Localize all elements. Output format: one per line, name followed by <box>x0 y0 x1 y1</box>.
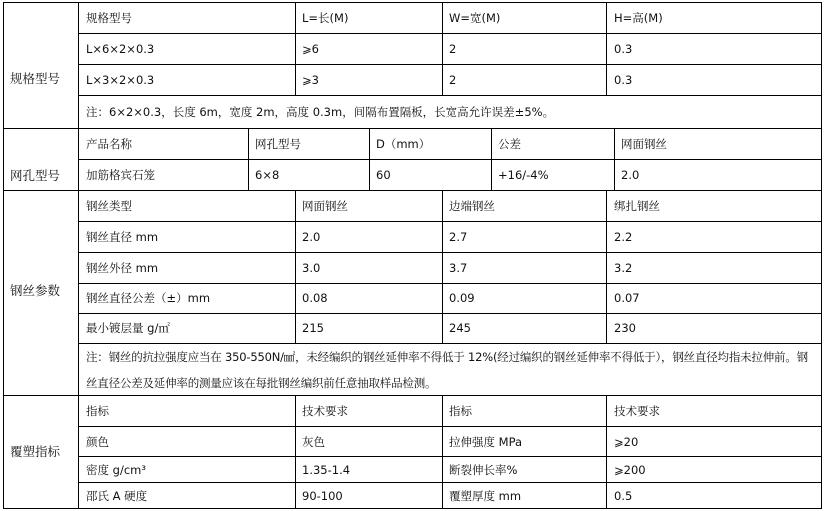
rule <box>3 2 822 3</box>
header-cell: 指标 <box>86 404 109 418</box>
header-cell: 网面钢丝 <box>302 199 348 213</box>
header-cell: 绑扎钢丝 <box>614 199 660 213</box>
table-cell: ⩾200 <box>614 463 646 477</box>
rule <box>442 190 443 344</box>
header-cell: 公差 <box>498 137 521 151</box>
header-cell: W=宽(M) <box>449 11 501 25</box>
header-cell: 钢丝类型 <box>86 199 132 213</box>
header-cell: D（mm） <box>376 137 431 151</box>
table-cell: 245 <box>449 321 471 335</box>
table-cell: ⩾6 <box>302 42 319 56</box>
rule <box>295 190 296 344</box>
section-label-mesh: 网孔型号 <box>10 168 61 183</box>
table-cell: 3.2 <box>614 261 633 275</box>
rule <box>606 395 607 509</box>
rule <box>78 221 822 222</box>
header-cell: 技术要求 <box>614 404 660 418</box>
table-cell: 覆塑厚度 mm <box>449 489 522 503</box>
table-cell: 最小镀层量 g/㎡ <box>86 321 170 335</box>
rule <box>78 283 822 284</box>
table-cell: ⩾3 <box>302 73 319 87</box>
rule <box>78 64 822 65</box>
table-cell: 2.2 <box>614 230 633 244</box>
table-cell: 0.07 <box>614 291 640 305</box>
rule <box>295 395 296 509</box>
table-cell: 0.3 <box>614 73 633 87</box>
header-cell: 边端钢丝 <box>449 199 495 213</box>
table-cell: 3.7 <box>449 261 468 275</box>
table-cell: 0.09 <box>449 291 475 305</box>
table-cell: 灰色 <box>302 435 325 449</box>
rule <box>369 128 370 191</box>
table-cell: 2 <box>449 73 457 87</box>
table-cell: L×6×2×0.3 <box>86 42 155 56</box>
table-cell: L×3×2×0.3 <box>86 73 155 87</box>
rule <box>78 482 822 483</box>
rule <box>78 33 822 34</box>
table-cell: ⩾20 <box>614 435 639 449</box>
table-cell: 0.08 <box>302 291 328 305</box>
table-cell: 钢丝直径公差（±）mm <box>86 291 211 305</box>
header-cell: L=长(M) <box>302 11 349 25</box>
table-cell: 2 <box>449 42 457 56</box>
rule <box>442 2 443 96</box>
header-cell: 产品名称 <box>86 137 132 151</box>
table-cell: 0.3 <box>614 42 633 56</box>
table-cell: 2.7 <box>449 230 468 244</box>
rule <box>295 2 296 96</box>
rule <box>491 128 492 191</box>
table-cell: 断裂伸长率% <box>449 463 518 477</box>
rule <box>3 2 4 509</box>
header-cell: 技术要求 <box>302 404 348 418</box>
table-cell: 6×8 <box>255 168 280 182</box>
rule <box>78 426 822 427</box>
table-cell: 钢丝直径 mm <box>86 230 159 244</box>
table-cell: 颜色 <box>86 435 109 449</box>
table-cell: 钢丝外径 mm <box>86 261 159 275</box>
header-cell: 指标 <box>449 404 472 418</box>
table-cell: 加筋格宾石笼 <box>86 168 155 182</box>
rule <box>78 313 822 314</box>
section-label-spec: 规格型号 <box>10 71 61 86</box>
table-cell: 3.0 <box>302 261 321 275</box>
table-cell: 2.0 <box>621 168 640 182</box>
table-cell: 90-100 <box>302 489 343 503</box>
header-cell: 规格型号 <box>86 11 132 25</box>
rule <box>821 2 822 509</box>
table-cell: +16/-4% <box>498 168 549 182</box>
note-text: 注：钢丝的抗拉强度应当在 350-550N/㎟，未经编织的钢丝延伸率不得低于 12%(经过编织的钢丝延伸率不得低于），钢丝直径均指未拉伸前。钢丝直径公差及延伸率的测量应该在每批钢丝编织前任意抽取样品检测。 <box>86 350 808 390</box>
rule <box>442 395 443 509</box>
rule <box>78 2 79 509</box>
header-cell: 网面钢丝 <box>621 137 667 151</box>
table-cell: 2.0 <box>302 230 321 244</box>
rule <box>3 508 822 509</box>
header-cell: 网孔型号 <box>255 137 301 151</box>
table-cell: 60 <box>376 168 391 182</box>
section-label-wire: 钢丝参数 <box>10 283 61 298</box>
rule <box>606 2 607 96</box>
section-label-coating: 覆塑指标 <box>10 444 61 459</box>
rule <box>78 95 822 96</box>
table-cell: 215 <box>302 321 324 335</box>
rule <box>248 128 249 191</box>
table-cell: 邵氏 A 硬度 <box>86 489 148 503</box>
note-text: 注：6×2×0.3，长度 6m，宽度 2m，高度 0.3m，间隔布置隔板，长宽高允许误差±5%。 <box>86 105 555 119</box>
rule <box>614 128 615 191</box>
rule <box>3 128 822 129</box>
rule <box>3 190 822 191</box>
rule <box>606 190 607 344</box>
table-cell: 230 <box>614 321 636 335</box>
rule <box>78 252 822 253</box>
table-cell: 拉伸强度 MPa <box>449 435 523 449</box>
table-cell: 0.5 <box>614 489 633 503</box>
rule <box>78 159 822 160</box>
header-cell: H=高(M) <box>614 11 663 25</box>
table-cell: 1.35-1.4 <box>302 463 351 477</box>
rule <box>78 456 822 457</box>
table-cell: 密度 g/cm³ <box>86 463 146 477</box>
